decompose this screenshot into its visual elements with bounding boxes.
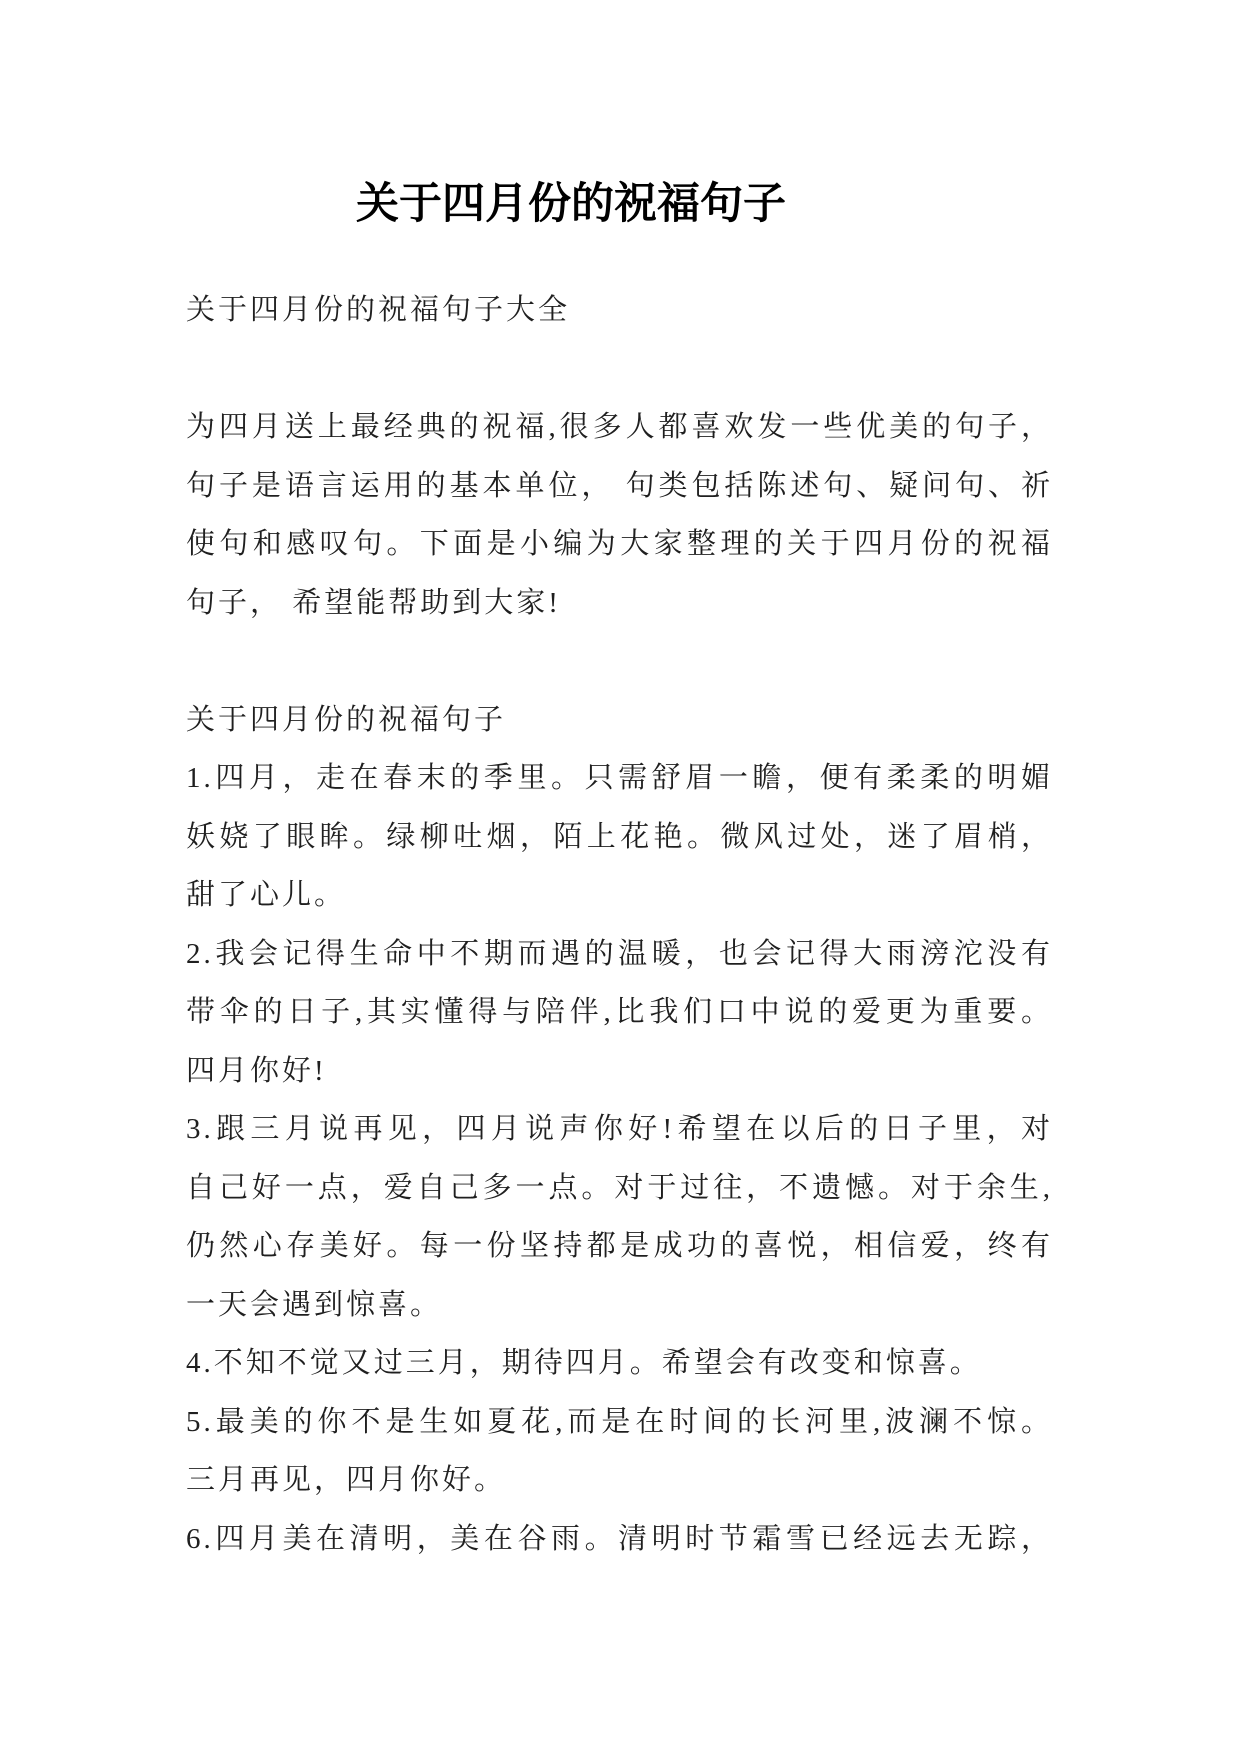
blank-line (186, 632, 1053, 691)
section-heading-line: 关于四月份的祝福句子 (186, 703, 507, 736)
document-title: 关于四月份的祝福句子 (356, 180, 786, 228)
intro-line: 句子是语言运用的基本单位， 句类包括陈述句、疑问句、祈 (186, 469, 1053, 502)
item-2-line: 四月你好! (186, 1054, 327, 1087)
document-body (186, 281, 1053, 1568)
subtitle-line: 关于四月份的祝福句子大全 (186, 294, 571, 326)
item-3-line: 3.跟三月说再见，四月说声你好!希望在以后的日子里，对 (186, 1113, 1053, 1145)
item-3-line: 一天会遇到惊喜。 (186, 1288, 443, 1321)
intro-line: 句子， 希望能帮助到大家! (186, 586, 561, 619)
intro-line: 使句和感叹句。下面是小编为大家整理的关于四月份的祝福 (186, 528, 1053, 560)
item-5-line: 5.最美的你不是生如夏花,而是在时间的长河里,波澜不惊。 (186, 1405, 1053, 1438)
item-1-line: 妖娆了眼眸。绿柳吐烟，陌上花艳。微风过处，迷了眉梢， (186, 820, 1053, 853)
item-1-line: 1.四月，走在春末的季里。只需舒眉一瞻，便有柔柔的明媚 (186, 762, 1053, 794)
item-3-line: 自己好一点，爱自己多一点。对于过往，不遗憾。对于余生, (186, 1171, 1053, 1204)
item-3-line: 仍然心存美好。每一份坚持都是成功的喜悦，相信爱，终有 (186, 1230, 1053, 1262)
item-5-line: 三月再见，四月你好。 (186, 1464, 507, 1496)
item-6-line: 6.四月美在清明，美在谷雨。清明时节霜雪已经远去无踪， (186, 1522, 1053, 1555)
item-1-line: 甜了心儿。 (186, 879, 347, 911)
item-2-line: 2.我会记得生命中不期而遇的温暖，也会记得大雨滂沱没有 (186, 937, 1053, 970)
item-2-line: 带伞的日子,其实懂得与陪伴,比我们口中说的爱更为重要。 (186, 996, 1053, 1028)
blank-line (186, 340, 1053, 399)
item-4-line: 4.不知不觉又过三月，期待四月。希望会有改变和惊喜。 (186, 1347, 982, 1379)
intro-line: 为四月送上最经典的祝福,很多人都喜欢发一些优美的句子， (186, 411, 1053, 443)
